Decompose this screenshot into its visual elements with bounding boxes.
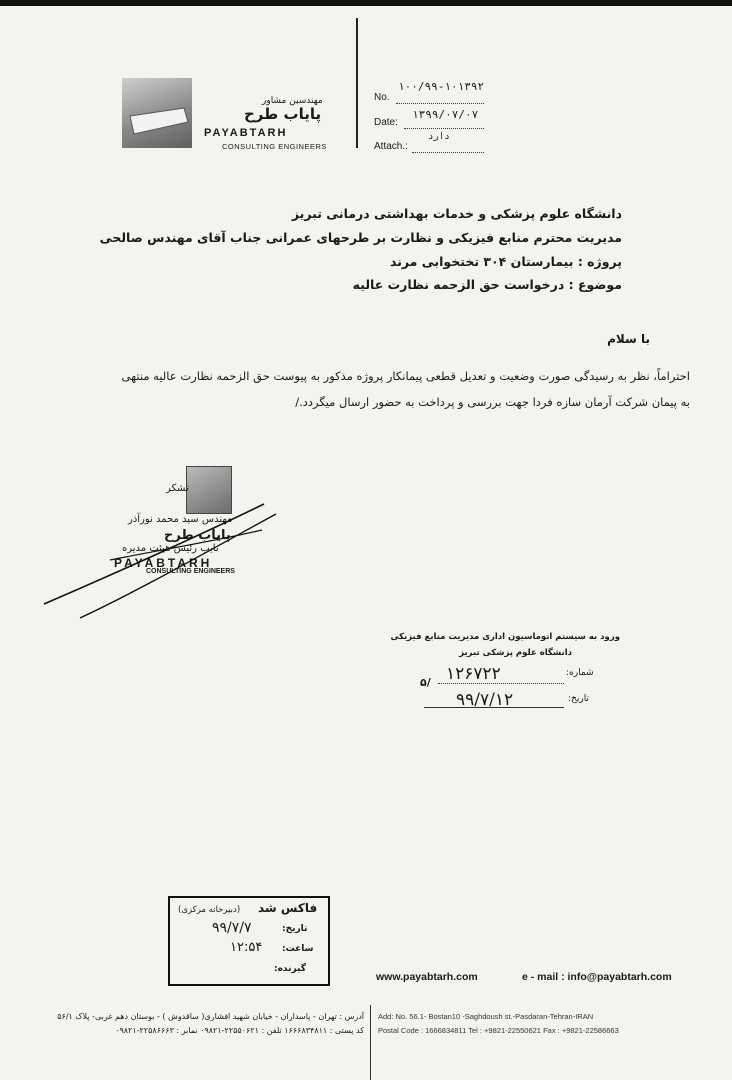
footer-website: www.payabtarh.com [376,971,478,983]
header-divider [356,18,358,148]
receipt-number-prefix: ۵/ [420,676,431,689]
brand-subtitle: CONSULTING ENGINEERS [222,142,327,151]
handwritten-signature [40,500,280,620]
letter-date-label: Date: [374,117,398,128]
brand-small-fa: مهندسین مشاور [262,96,323,106]
scan-top-edge [0,0,732,6]
greeting: با سلام [607,332,650,346]
logo-mark-icon [122,78,192,148]
footer-address-en: Add: No. 56.1- Bostan10 -Saghdoush st.-Pasdaran-Tehran-IRAN [378,1012,594,1021]
company-logo [122,78,192,148]
receipt-number-line [438,683,564,684]
receipt-date-line [424,707,564,708]
signature-stamp-fa: پایاب طرح [164,528,231,543]
fax-stamp-title: فاکس شد [258,901,318,915]
attachment-label: Attach.: [374,141,408,152]
letter-date-line [404,116,484,129]
footer-postal-fa: کد پستی : ۱۶۶۶۸۳۴۸۱۱ تلفن : ۲۲۵۵۰۶۲۱-۰۹۸۲۱ نمابر : ۲۲۵۸۶۶۶۳-۰۹۸۲۱ [115,1026,364,1035]
letter-number-line [396,91,484,104]
fax-stamp-subtitle: (دبیرخانه مرکزی) [178,905,241,915]
letter-number-label: No. [374,92,390,103]
recipient-line-1: دانشگاه علوم پزشکی و خدمات بهداشتی درمانی تبریز [291,206,622,221]
project-line: پروژه : بیمارستان ۳۰۴ تختخوابی مرند [389,254,622,269]
footer-address-fa: آدرس : تهران - پاسداران - خیابان شهید افشاری( ساقدوش ) - بوستان دهم غربی- پلاک ۵۶/۱ [57,1012,364,1021]
brand-name-en: PAYABTARH [204,127,288,139]
footer-postal-en: Postal Code : 1666834811 Tel : +9821-22550621 Fax : +9821-22586663 [378,1026,619,1035]
attachment-value: دارد [428,132,450,142]
receipt-stamp-line-2: دانشگاه علوم پزشکی تبریز [459,648,572,658]
footer-divider [370,1005,371,1080]
signature-thanks: تشکر [166,483,189,494]
letter-date-value: ۱۳۹۹/۰۷/۰۷ [412,108,479,121]
signature-stamp-sub: CONSULTING ENGINEERS [146,568,235,575]
receipt-date-label: تاریخ: [568,694,589,704]
recipient-line-2: مدیریت محترم منابع فیزیکی و نظارت بر طرحهای عمرانی جناب آقای مهندس صالحی [99,230,622,245]
letter-number-value: ۱۰۰/۹۹-۱۰۱۳۹۲ [398,80,485,93]
fax-time-label: ساعت: [282,944,314,954]
footer-email: e - mail : info@payabtarh.com [522,971,672,983]
subject-line: موضوع : درخواست حق الزحمه نظارت عالیه [352,277,622,292]
receipt-date-value: ۹۹/۷/۱۲ [456,690,514,710]
attachment-line [412,140,484,153]
receipt-stamp-line-1: ورود به سیستم اتوماسیون اداری مدیریت منابع فیزیکی [390,632,620,642]
body-paragraph-line-1: احتراماً، نظر به رسیدگی صورت وضعیت و تعدیل قطعی پیمانکار پروژه مذکور به پیوست حق الزحمه نظارت عالیه منتهی [121,369,690,383]
brand-name-fa: پایاب طرح [244,105,322,123]
receipt-number-label: شماره: [566,668,594,678]
fax-date-label: تاریخ: [282,924,308,934]
signature-stamp-en: PAYABTARH [114,556,213,570]
signer-name: مهندس سید محمد نورآذر [128,514,233,525]
signer-title: نایب رئیس هیئت مدیره [122,543,219,554]
fax-time-value: ۱۲:۵۴ [230,940,263,955]
fax-receiver-label: گیرنده: [274,964,306,974]
body-paragraph-line-2: به پیمان شرکت آرمان سازه فردا جهت بررسی و پرداخت به حضور ارسال میگردد./ [295,395,690,409]
receipt-number-value: ۱۲۶۷۲۲ [446,664,501,684]
fax-date-value: ۹۹/۷/۷ [212,920,252,936]
